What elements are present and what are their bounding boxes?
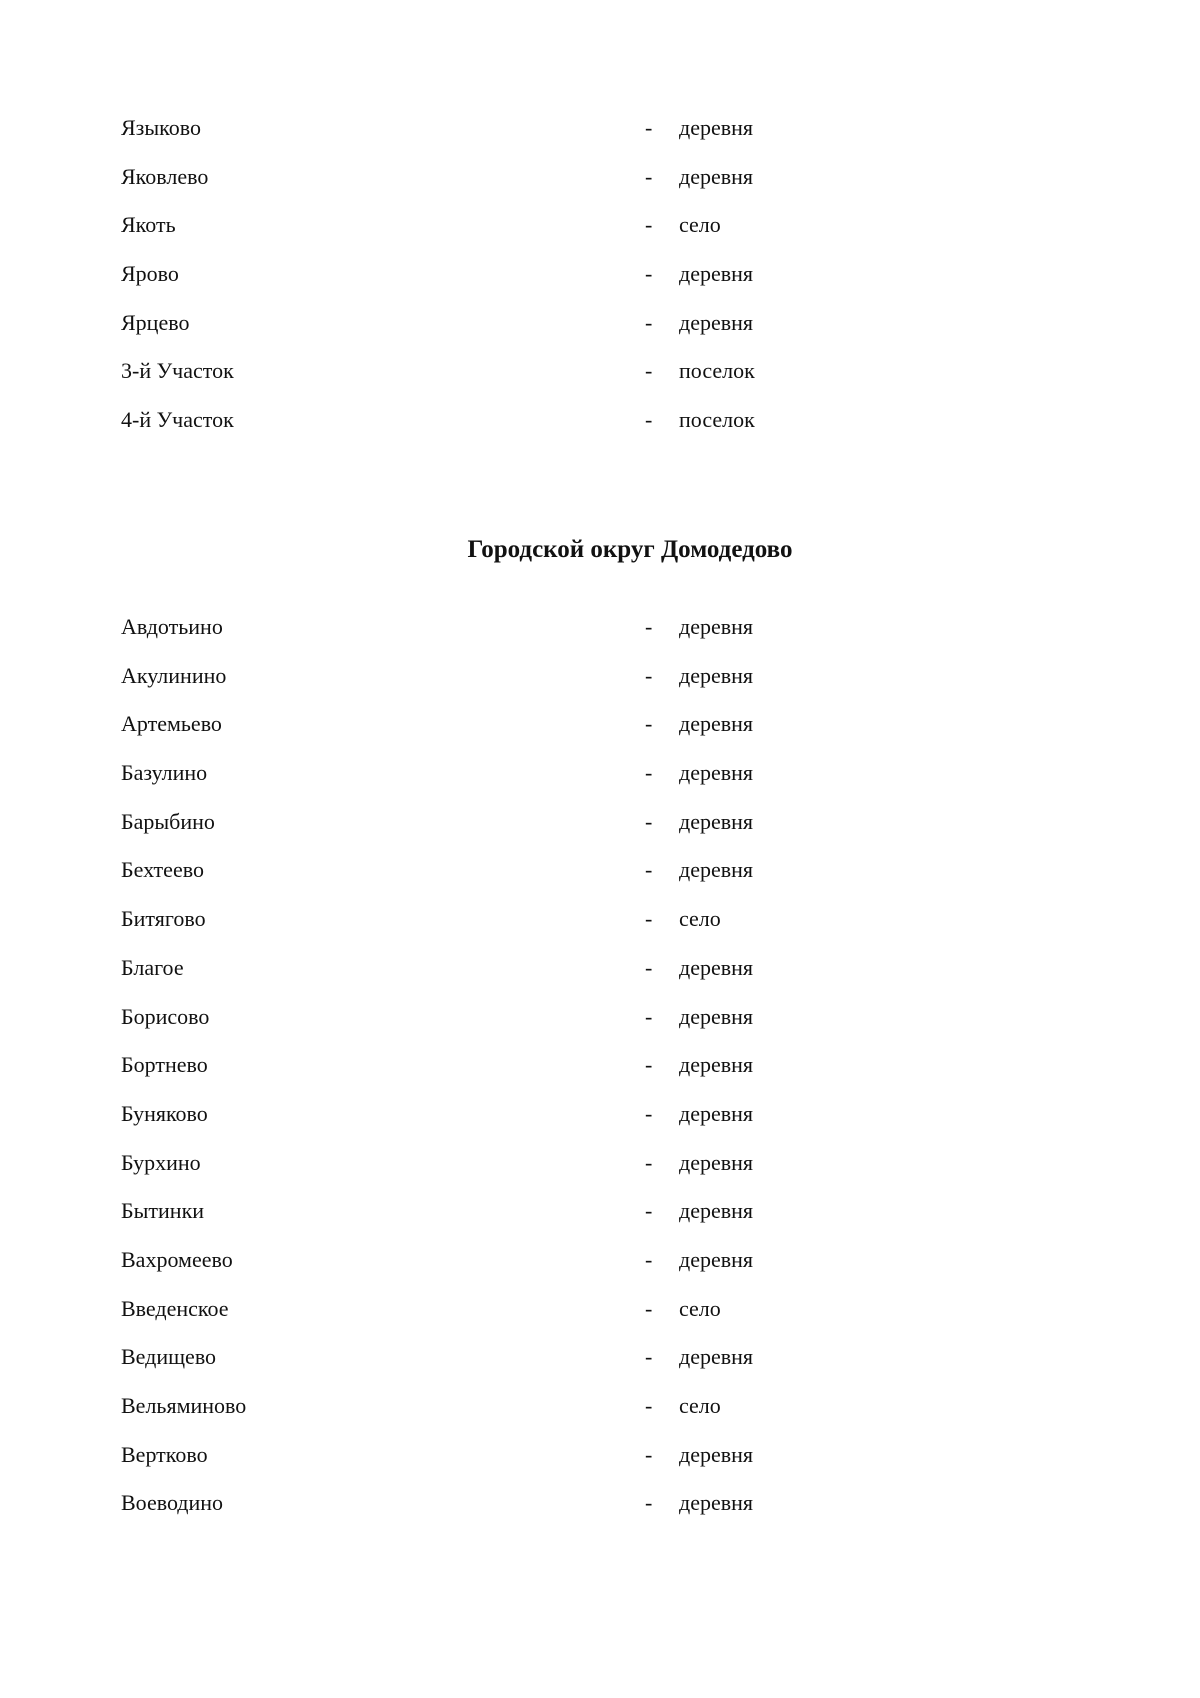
list-item (121, 749, 921, 798)
settlement-type: деревня (679, 954, 754, 980)
list-item (121, 1333, 921, 1382)
settlement-list-top (121, 104, 921, 445)
settlement-type: село (679, 212, 721, 238)
settlement-name: Битягово (121, 906, 206, 932)
list-item (121, 201, 921, 250)
list-item (121, 250, 921, 299)
list-item (121, 1431, 921, 1480)
list-item (121, 1236, 921, 1285)
list-item (121, 299, 921, 348)
list-item (121, 1187, 921, 1236)
separator-dash: - (645, 1344, 653, 1370)
separator-dash: - (645, 711, 653, 737)
settlement-type: деревня (679, 115, 754, 140)
settlement-type: деревня (679, 261, 754, 287)
settlement-name: Ведищево (121, 1344, 217, 1370)
list-item (121, 153, 921, 202)
separator-dash: - (645, 808, 653, 834)
settlement-name: 3-й Участок (121, 358, 234, 384)
settlement-type: деревня (679, 1490, 754, 1516)
settlement-type: поселок (679, 407, 755, 433)
separator-dash: - (645, 1198, 653, 1224)
list-item (121, 846, 921, 895)
list-item (121, 1090, 921, 1139)
settlement-name: Бытинки (121, 1198, 205, 1224)
list-item (121, 603, 921, 652)
settlement-type: деревня (679, 1198, 754, 1224)
separator-dash: - (645, 1100, 653, 1126)
settlement-name: Буняково (121, 1100, 208, 1126)
separator-dash: - (645, 760, 653, 786)
list-item (121, 1285, 921, 1334)
settlement-type: село (679, 1295, 721, 1321)
list-item (121, 993, 921, 1042)
settlement-type: деревня (679, 760, 754, 786)
settlement-type: деревня (679, 1149, 754, 1175)
separator-dash: - (645, 906, 653, 932)
separator-dash: - (645, 407, 653, 433)
separator-dash: - (645, 614, 653, 639)
separator-dash: - (645, 1295, 653, 1321)
settlement-name: Барыбино (121, 808, 215, 834)
settlement-name: Введенское (121, 1295, 229, 1321)
separator-dash: - (645, 1052, 653, 1078)
settlement-name: Бурхино (121, 1149, 201, 1175)
settlement-type: деревня (679, 1003, 754, 1029)
list-item (121, 1382, 921, 1431)
list-item (121, 104, 921, 153)
settlement-type: село (679, 906, 721, 932)
list-item (121, 944, 921, 993)
list-item (121, 396, 921, 445)
settlement-type: деревня (679, 163, 754, 189)
list-item (121, 1139, 921, 1188)
settlement-type: деревня (679, 1344, 754, 1370)
separator-dash: - (645, 857, 653, 883)
separator-dash: - (645, 212, 653, 238)
separator-dash: - (645, 1490, 653, 1516)
separator-dash: - (645, 1393, 653, 1418)
settlement-name: Ярцево (121, 309, 190, 335)
list-item (121, 1479, 921, 1528)
separator-dash: - (645, 954, 653, 980)
settlement-name: Якоть (121, 212, 176, 238)
list-item (121, 652, 921, 701)
settlement-name: Воеводино (121, 1490, 224, 1516)
list-item (121, 895, 921, 944)
settlement-type: деревня (679, 1052, 754, 1078)
separator-dash: - (645, 1003, 653, 1029)
list-item (121, 798, 921, 847)
separator-dash: - (645, 163, 653, 189)
section-heading: Городской округ Домодедово (467, 536, 793, 563)
settlement-name: Вельяминово (121, 1393, 247, 1418)
settlement-type: деревня (679, 808, 754, 834)
settlement-name: Артемьево (121, 711, 222, 737)
settlement-type: деревня (679, 662, 754, 688)
settlement-type: деревня (679, 309, 754, 335)
settlement-name: Авдотьино (121, 614, 223, 639)
settlement-type: деревня (679, 614, 754, 639)
settlement-type: деревня (679, 711, 754, 737)
settlement-type: деревня (679, 857, 754, 883)
settlement-name: 4-й Участок (121, 407, 234, 433)
separator-dash: - (645, 261, 653, 287)
settlement-name: Яковлево (121, 163, 209, 189)
settlement-name: Базулино (121, 760, 208, 786)
settlement-name: Вертково (121, 1441, 208, 1467)
separator-dash: - (645, 1441, 653, 1467)
separator-dash: - (645, 358, 653, 384)
settlement-name: Борисово (121, 1003, 210, 1029)
settlement-name: Бехтеево (121, 857, 204, 883)
separator-dash: - (645, 1246, 653, 1272)
separator-dash: - (645, 662, 653, 688)
separator-dash: - (645, 1149, 653, 1175)
list-item (121, 347, 921, 396)
settlement-name: Языково (121, 115, 201, 140)
settlement-name: Благое (121, 954, 184, 980)
separator-dash: - (645, 309, 653, 335)
settlement-type: поселок (679, 358, 755, 384)
settlement-name: Вахромеево (121, 1246, 233, 1272)
settlement-type: деревня (679, 1100, 754, 1126)
settlement-type: деревня (679, 1246, 754, 1272)
settlement-name: Акулинино (121, 662, 227, 688)
settlement-list-domodedovo (121, 603, 921, 1528)
list-item (121, 700, 921, 749)
list-item (121, 1041, 921, 1090)
separator-dash: - (645, 115, 653, 140)
settlement-type: деревня (679, 1441, 754, 1467)
settlement-type: село (679, 1393, 721, 1418)
settlement-name: Бортнево (121, 1052, 208, 1078)
settlement-name: Ярово (121, 261, 179, 287)
